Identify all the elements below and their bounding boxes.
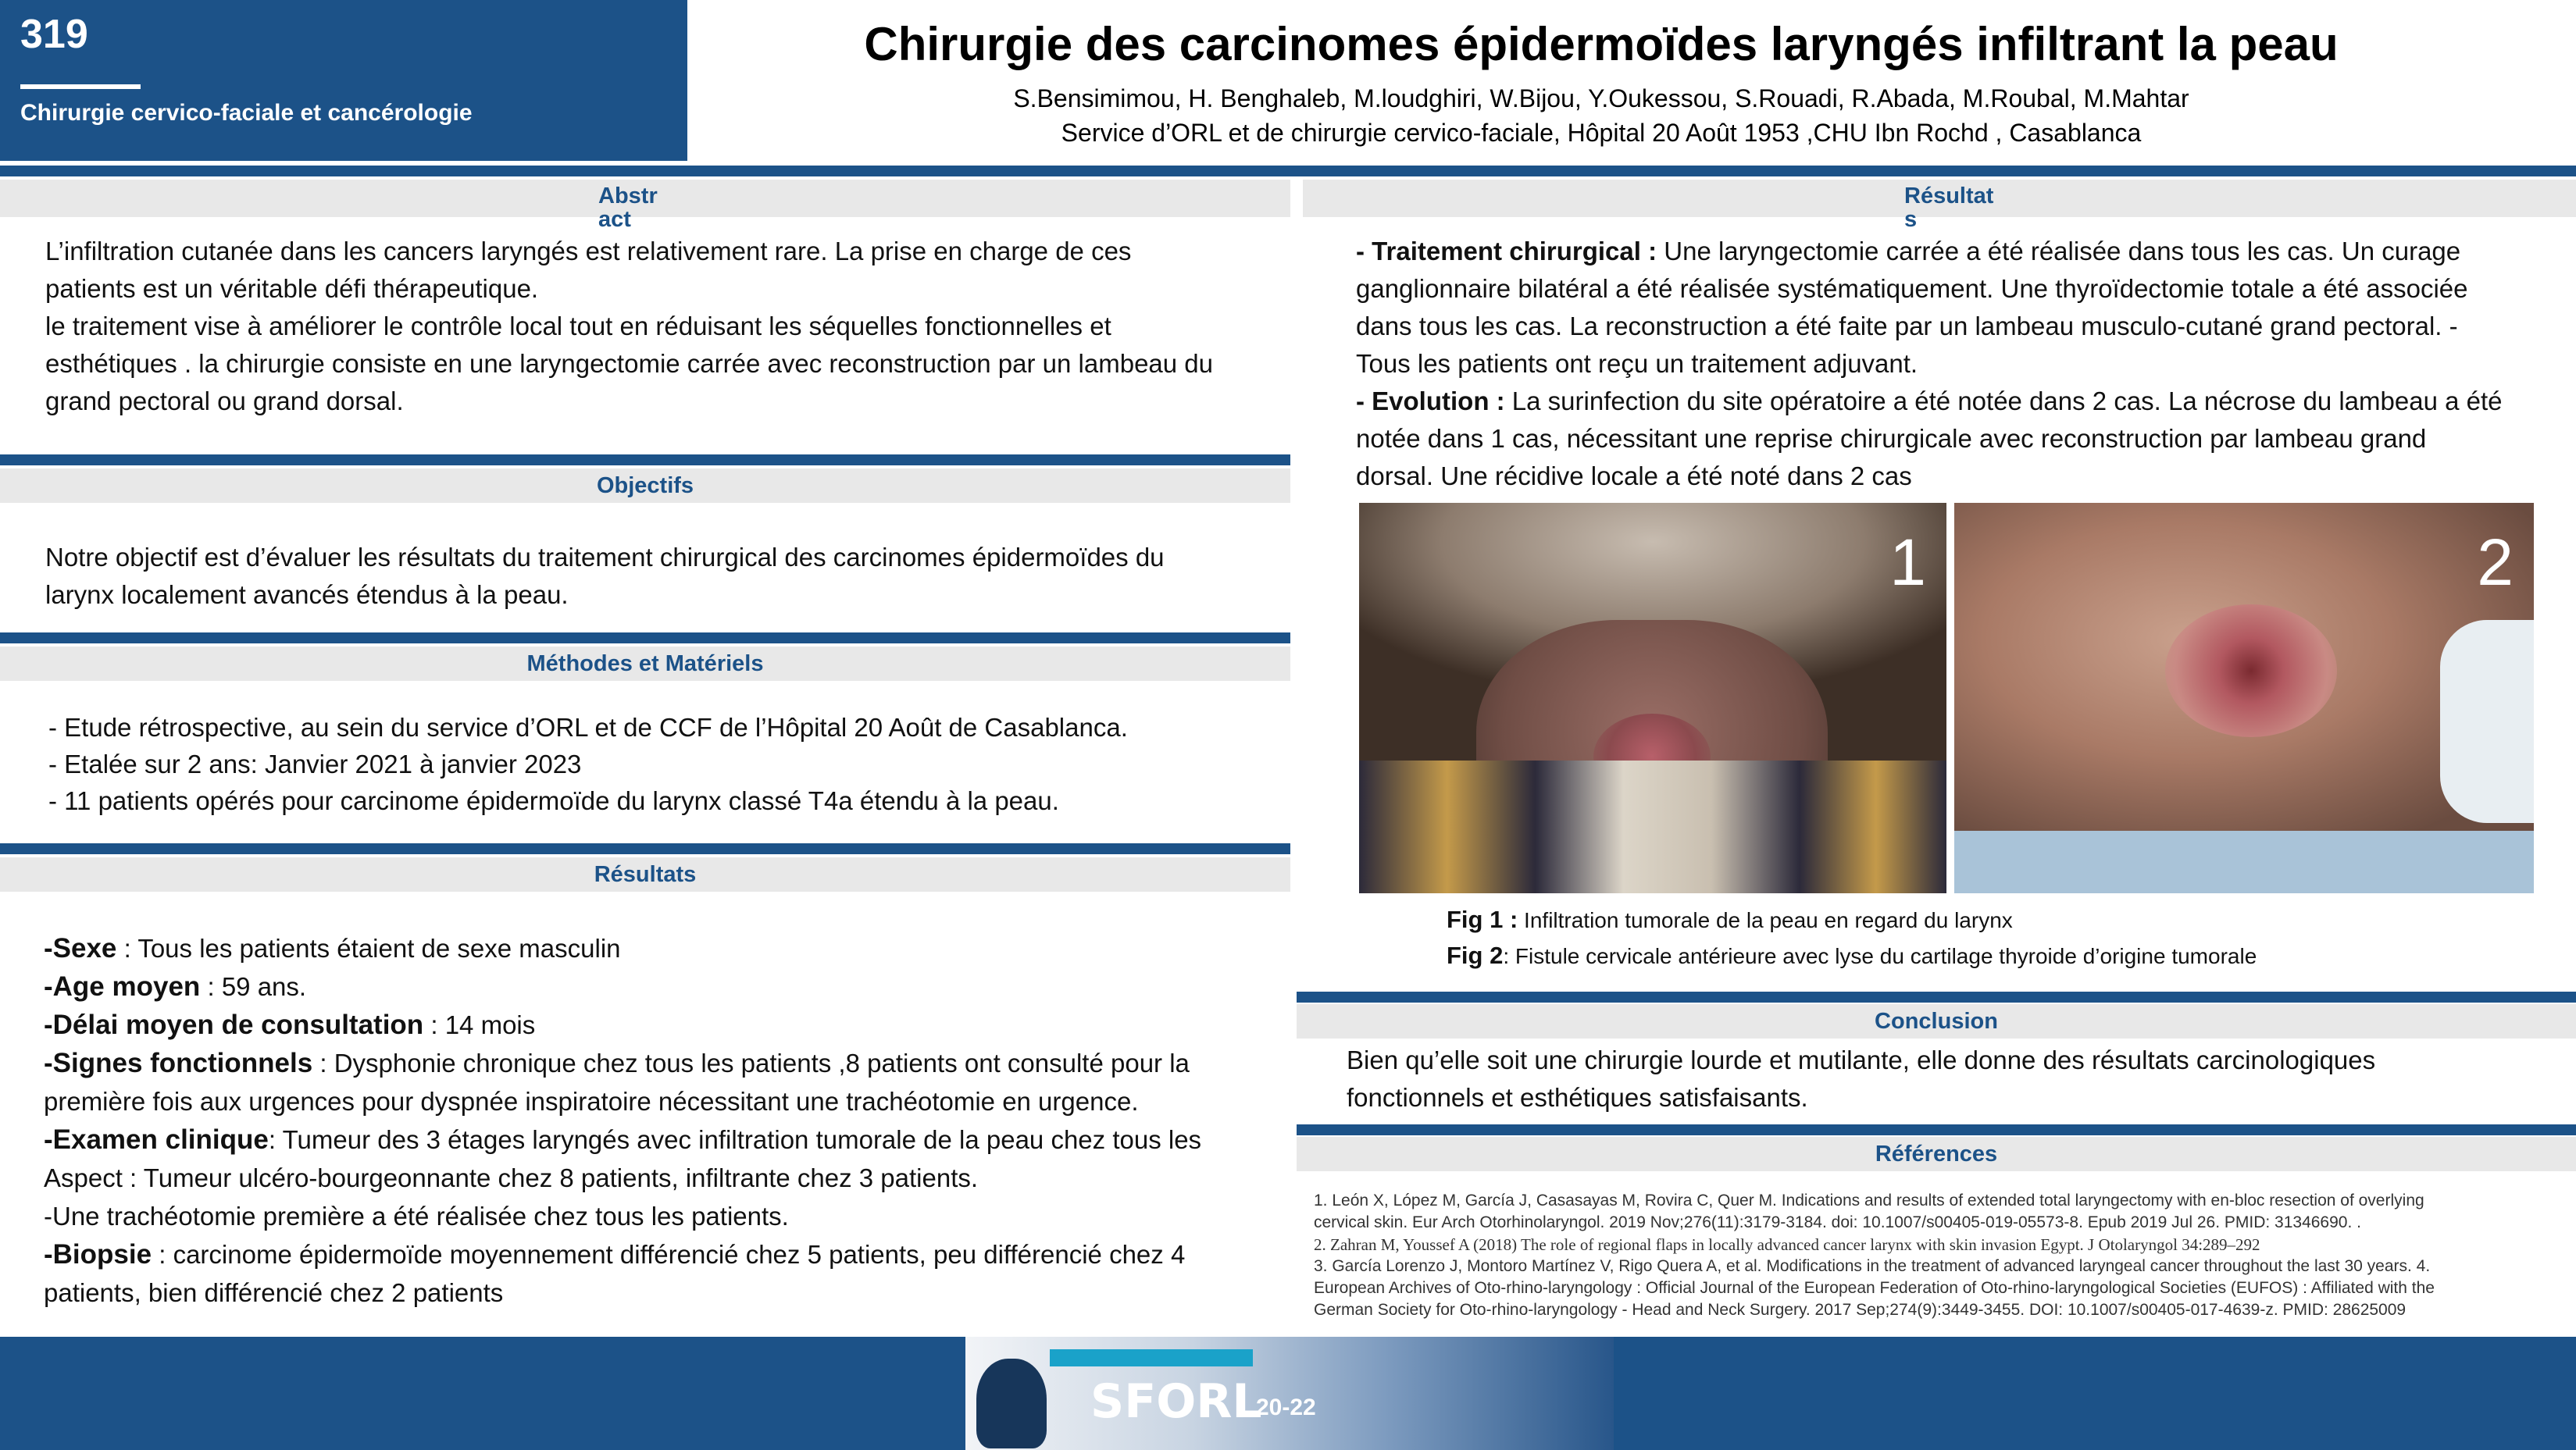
references-title: Références: [1875, 1142, 1998, 1167]
sforl-logo: [965, 1337, 1614, 1450]
figure-1-photo: [1359, 503, 1946, 893]
text-line: dans tous les cas. La reconstruction a été faite par un lambeau musculo-cutané grand pectoral. -: [1356, 312, 2458, 340]
objectifs-body: [45, 539, 1279, 614]
header-banner: [0, 0, 687, 161]
text-line: notée dans 1 cas, nécessitant une reprise chirurgicale avec reconstruction par lambeau grand: [1356, 424, 2427, 453]
result-row: -Biopsie : carcinome épidermoïde moyennement différencié chez 5 patients, peu différencié chez 4: [44, 1239, 1186, 1270]
result-row: -Une trachéotomie première a été réalisée chez tous les patients.: [44, 1202, 789, 1231]
figure-1-number: 1: [1889, 525, 1926, 599]
drape: [1954, 831, 2534, 893]
cervical-fistula: [2165, 604, 2337, 737]
text-line: L’infiltration cutanée dans les cancers laryngés est relativement rare. La prise en charge de ces: [45, 237, 1132, 265]
text-line: patients est un véritable défi thérapeutique.: [45, 274, 539, 303]
text-line: Bien qu’elle soit une chirurgie lourde et mutilante, elle donne des résultats carcinologiques: [1347, 1046, 2376, 1074]
logo-dates: 20-22: [1256, 1395, 1316, 1420]
result-row: -Examen clinique: Tumeur des 3 étages laryngés avec infiltration tumorale de la peau chez tous les: [44, 1124, 1202, 1155]
header-divider: [20, 84, 141, 89]
methodes-list: [48, 709, 1283, 819]
reference-item: cervical skin. Eur Arch Otorhinolaryngol. 2019 Nov;276(11):3179-3184. doi: 10.1007/s00405-019-05573-8. Epub 2019 Jul 26. PMID: 31346690. .: [1314, 1213, 2361, 1231]
references-list: [1314, 1190, 2548, 1321]
poster-title: Chirurgie des carcinomes épidermoïdes laryngés infiltrant la peau: [864, 18, 2339, 70]
reference-item: European Archives of Oto-rhino-laryngology : Official Journal of the European Federation of Oto-rhino-laryngological Societies (EUFOS) : Affiliated with the: [1314, 1279, 2435, 1297]
text-line: dorsal. Une récidive locale a été noté dans 2 cas: [1356, 461, 1912, 490]
text-line: Tous les patients ont reçu un traitement adjuvant.: [1356, 349, 1918, 378]
text-line: - Traitement chirurgical : Une laryngectomie carrée a été réalisée dans tous les cas. Un curage: [1356, 237, 2461, 265]
resultats-body: [44, 929, 1286, 1312]
methodes-title: Méthodes et Matériels: [526, 651, 764, 676]
text-line: ganglionnaire bilatéral a été réalisée systématiquement. Une thyroïdectomie totale a été associée: [1356, 274, 2468, 303]
figure-2-number: 2: [2477, 525, 2514, 599]
profile-head-icon: [976, 1359, 1047, 1448]
list-item: - 11 patients opérés pour carcinome épidermoïde du larynx classé T4a étendu à la peau.: [48, 786, 1059, 815]
reference-item: 1. León X, López M, García J, Casasayas M, Rovira C, Quer M. Indications and results of extended total laryngectomy with en-bloc resection of overlying: [1314, 1192, 2424, 1210]
reference-item: 2. Zahran M, Youssef A (2018) The role of regional flaps in locally advanced cancer larynx with skin invasion Egypt. J Otolaryngol 34:289–292: [1314, 1235, 2260, 1254]
result-row: -Délai moyen de consultation : 14 mois: [44, 1010, 536, 1040]
section-stripe: [1297, 1124, 2576, 1135]
figure-2-photo: [1954, 503, 2534, 893]
figure-2-caption: Fig 2: Fistule cervicale antérieure avec lyse du cartilage thyroide d’origine tumorale: [1447, 942, 2257, 969]
conclusion-body: [1347, 1042, 2534, 1117]
clothing: [1359, 761, 1946, 893]
resultats-right-title: Résultats: [1904, 183, 1994, 232]
specialty-label: Chirurgie cervico-faciale et cancérologie: [20, 100, 473, 126]
list-item: - Etalée sur 2 ans: Janvier 2021 à janvier 2023: [48, 750, 582, 778]
resultats-section-bar: [0, 857, 1290, 892]
figure-1-caption: Fig 1 : Infiltration tumorale de la peau en regard du larynx: [1447, 906, 2013, 933]
objectifs-title: Objectifs: [596, 473, 694, 498]
text-line: grand pectoral ou grand dorsal.: [45, 387, 404, 415]
abstract-title: Abstract: [598, 183, 658, 232]
text-line: le traitement vise à améliorer le contrôle local tout en réduisant les séquelles fonctionnelles et: [45, 312, 1111, 340]
result-row: patients, bien différencié chez 2 patients: [44, 1278, 504, 1307]
resultats-title: Résultats: [594, 862, 697, 887]
poster-number: 319: [20, 12, 88, 57]
conclusion-section-bar: [1297, 1004, 2576, 1039]
abstract-body: [45, 233, 1279, 420]
section-stripe: [0, 632, 1290, 643]
section-stripe: [0, 843, 1290, 854]
text-line: Notre objectif est d’évaluer les résultats du traitement chirurgical des carcinomes épidermoïdes du: [45, 543, 1165, 572]
result-row: -Sexe : Tous les patients étaient de sexe masculin: [44, 933, 621, 964]
methodes-section-bar: [0, 647, 1290, 681]
objectifs-section-bar: [0, 468, 1290, 503]
section-stripe: [0, 454, 1290, 465]
logo-banner: [1050, 1349, 1253, 1366]
logo-text: SFORL: [1090, 1374, 1262, 1429]
result-row: -Signes fonctionnels : Dysphonie chronique chez tous les patients ,8 patients ont consulté pour la: [44, 1048, 1190, 1078]
text-line: fonctionnels et esthétiques satisfaisants.: [1347, 1083, 1808, 1112]
text-line: esthétiques . la chirurgie consiste en une laryngectomie carrée avec reconstruction par un lambeau du: [45, 349, 1214, 378]
reference-item: German Society for Oto-rhino-laryngology - Head and Neck Surgery. 2017 Sep;274(9):3449-3455. DOI: 10.1007/s00405-017-4639-z. PMID: 28625009: [1314, 1301, 2407, 1319]
list-item: - Etude rétrospective, au sein du service d’ORL et de CCF de l’Hôpital 20 Août de Casablanca.: [48, 713, 1128, 742]
conclusion-title: Conclusion: [1875, 1009, 1998, 1034]
header-stripe: [0, 166, 2576, 176]
text-line: larynx localement avancés étendus à la peau.: [45, 580, 569, 609]
authors: S.Bensimimou, H. Benghaleb, M.loudghiri, W.Bijou, Y.Oukessou, S.Rouadi, R.Abada, M.Roubal, M.Mahtar: [1013, 84, 2189, 112]
result-row: -Age moyen : 59 ans.: [44, 971, 307, 1002]
result-row: Aspect : Tumeur ulcéro-bourgeonnante chez 8 patients, infiltrante chez 3 patients.: [44, 1163, 979, 1192]
tracheostomy-tube: [2440, 620, 2534, 823]
resultats-right-body: [1356, 233, 2543, 495]
text-line: - Evolution : La surinfection du site opératoire a été notée dans 2 cas. La nécrose du lambeau a été: [1356, 387, 2503, 415]
references-section-bar: [1297, 1137, 2576, 1171]
affiliation: Service d’ORL et de chirurgie cervico-faciale, Hôpital 20 Août 1953 ,CHU Ibn Rochd , Casablanca: [1061, 119, 2142, 147]
section-stripe: [1297, 992, 2576, 1003]
reference-item: 3. García Lorenzo J, Montoro Martínez V, Rigo Quera A, et al. Modifications in the treatment of advanced laryngeal cancer throughout the last 30 years. 4.: [1314, 1257, 2431, 1275]
result-row: première fois aux urgences pour dyspnée inspiratoire nécessitant une trachéotomie en urgence.: [44, 1087, 1139, 1116]
